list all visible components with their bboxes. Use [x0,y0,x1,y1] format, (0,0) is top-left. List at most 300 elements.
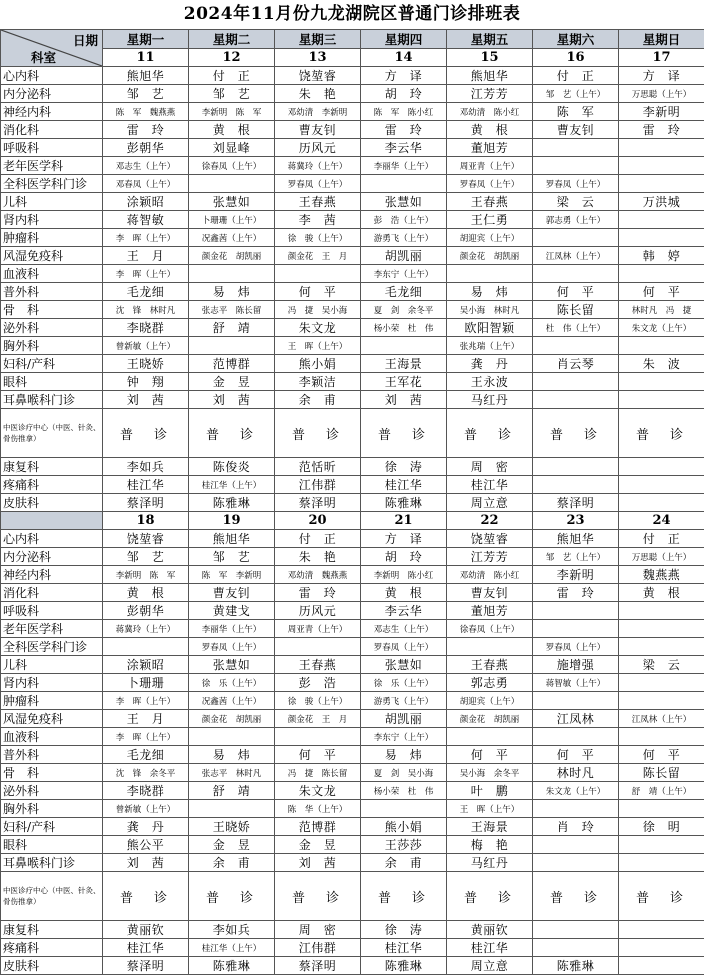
schedule-cell [533,229,619,247]
schedule-cell: 邓志生（上午） [103,157,189,175]
schedule-cell: 普 诊 [619,409,704,458]
schedule-cell: 游勇飞（上午） [361,692,447,710]
schedule-cell: 陈雅琳 [189,957,275,975]
table-row [1,139,704,157]
schedule-cell [619,854,704,872]
schedule-cell: 付 正 [619,530,704,548]
schedule-cell [275,728,361,746]
dept-name: 耳鼻喉科门诊 [1,854,103,872]
schedule-cell: 王莎莎 [361,836,447,854]
schedule-cell [619,939,704,957]
schedule-cell: 邹 艺（上午） [533,85,619,103]
dept-name: 风湿免疫科 [1,710,103,728]
schedule-cell [533,337,619,355]
schedule-cell: 普 诊 [361,872,447,921]
schedule-cell [533,373,619,391]
schedule-cell: 胡 玲 [361,548,447,566]
schedule-cell: 雷 玲 [103,121,189,139]
schedule-cell: 夏 剑 余冬平 [361,301,447,319]
weekday-header: 星期五 [447,30,533,49]
table-row [1,584,704,602]
dept-name: 皮肤科 [1,494,103,512]
schedule-cell: 黄丽钦 [447,921,533,939]
schedule-cell: 罗春凤（上午） [533,638,619,656]
date-cell: 11 [103,49,189,67]
schedule-cell: 桂江华 [361,939,447,957]
schedule-cell: 普 诊 [189,872,275,921]
schedule-cell: 罗春凤（上午） [533,175,619,193]
schedule-cell: 卜珊珊 [103,674,189,692]
schedule-cell: 熊旭华 [103,67,189,85]
schedule-cell [619,373,704,391]
schedule-cell: 邹 艺 [103,85,189,103]
dept-name: 内分泌科 [1,85,103,103]
schedule-cell: 王春燕 [447,656,533,674]
schedule-cell [619,139,704,157]
schedule-cell: 陈 军 魏燕燕 [103,103,189,121]
schedule-cell: 韩 婷 [619,247,704,265]
schedule-cell [533,602,619,620]
schedule-cell: 罗春凤（上午） [189,638,275,656]
schedule-cell: 范恬昕 [275,458,361,476]
schedule-cell: 胡凯丽 [361,247,447,265]
schedule-cell: 朱 艳 [275,548,361,566]
schedule-cell: 罗春凤（上午） [447,175,533,193]
schedule-cell: 何 平 [533,283,619,301]
schedule-cell: 曾新敏（上午） [103,337,189,355]
dept-name: 康复科 [1,921,103,939]
schedule-cell: 徐 涛 [361,921,447,939]
table-row [1,746,704,764]
schedule-cell: 李云华 [361,139,447,157]
schedule-cell [619,674,704,692]
table-row [1,265,704,283]
schedule-cell [619,211,704,229]
schedule-cell: 黄建戈 [189,602,275,620]
table-row [1,301,704,319]
schedule-cell: 邹 艺 [103,548,189,566]
schedule-cell: 林时凡 冯 捷 [619,301,704,319]
schedule-cell: 桂江华 [361,476,447,494]
schedule-cell: 周亚青（上午） [447,157,533,175]
schedule-cell: 付 正 [533,67,619,85]
dept-name: 心内科 [1,530,103,548]
schedule-table [0,29,704,975]
schedule-cell: 黄 根 [619,584,704,602]
schedule-cell: 张兆瑞（上午） [447,337,533,355]
schedule-cell [619,476,704,494]
schedule-cell: 蒋智敏 [103,211,189,229]
schedule-cell: 杜 伟（上午） [533,319,619,337]
schedule-cell: 邓幼清 魏燕燕 [275,566,361,584]
dept-name: 泌外科 [1,319,103,337]
schedule-cell: 李新明 [619,103,704,121]
schedule-cell: 徐 明 [619,818,704,836]
schedule-cell: 何 平 [619,746,704,764]
schedule-cell: 蔡泽明 [103,957,189,975]
schedule-cell: 万思聪（上午） [619,548,704,566]
schedule-cell: 冯 捷 吴小海 [275,301,361,319]
dept-name: 泌外科 [1,782,103,800]
schedule-cell: 范博群 [189,355,275,373]
table-row [1,355,704,373]
schedule-cell: 熊公平 [103,836,189,854]
schedule-cell: 彭 浩 [275,674,361,692]
page-title: 2024年11月份九龙湖院区普通门诊排班表 [0,0,704,29]
schedule-cell: 黄 根 [103,584,189,602]
schedule-cell [189,800,275,818]
schedule-cell: 朱文龙 [275,782,361,800]
schedule-cell: 普 诊 [275,409,361,458]
schedule-cell [619,836,704,854]
table-row [1,638,704,656]
schedule-cell: 梅 艳 [447,836,533,854]
table-row [1,764,704,782]
schedule-cell: 龚 丹 [447,355,533,373]
schedule-cell [619,175,704,193]
schedule-cell: 方 译 [619,67,704,85]
schedule-cell: 邓幼清 陈小红 [447,566,533,584]
schedule-cell: 桂江华 [447,476,533,494]
schedule-cell: 朱 波 [619,355,704,373]
schedule-cell: 普 诊 [103,872,189,921]
schedule-cell [619,620,704,638]
schedule-cell: 王海景 [447,818,533,836]
schedule-cell: 余 甫 [189,854,275,872]
schedule-cell: 徐 乐（上午） [361,674,447,692]
schedule-cell [619,957,704,975]
schedule-cell: 况鑫茜（上午） [189,229,275,247]
weekday-header: 星期三 [275,30,361,49]
schedule-cell: 朱 艳 [275,85,361,103]
schedule-cell: 王 月 [103,710,189,728]
schedule-cell: 涂颖昭 [103,656,189,674]
schedule-cell: 李如兵 [189,921,275,939]
schedule-cell: 陈 军 李新明 [189,566,275,584]
schedule-cell: 桂江华 [447,939,533,957]
dept-name: 全科医学科门诊 [1,175,103,193]
schedule-cell: 徐春凤（上午） [189,157,275,175]
schedule-cell [533,921,619,939]
schedule-cell: 陈 军 [533,103,619,121]
table-row [1,782,704,800]
schedule-cell: 周立意 [447,494,533,512]
schedule-cell [533,939,619,957]
schedule-cell: 江凤林 [533,710,619,728]
date-row-blank [1,512,103,530]
schedule-cell: 陈 军 陈小红 [361,103,447,121]
schedule-cell [533,854,619,872]
table-row [1,854,704,872]
schedule-cell: 董旭芳 [447,139,533,157]
schedule-cell: 邹 艺（上午） [533,548,619,566]
schedule-cell: 王军花 [361,373,447,391]
schedule-cell: 李新明 [533,566,619,584]
schedule-cell: 陈 华（上午） [275,800,361,818]
schedule-cell: 刘 茜 [361,391,447,409]
schedule-cell: 刘 茜 [103,854,189,872]
schedule-cell: 万洪城 [619,193,704,211]
schedule-cell: 曹友钊 [189,584,275,602]
schedule-cell [619,229,704,247]
dept-name: 内分泌科 [1,548,103,566]
schedule-cell: 邓幼清 李新明 [275,103,361,121]
schedule-cell: 罗春凤（上午） [361,638,447,656]
schedule-cell: 王仁勇 [447,211,533,229]
schedule-cell: 蔡泽明 [275,957,361,975]
dept-name: 呼吸科 [1,602,103,620]
schedule-cell: 桂江华（上午） [189,476,275,494]
schedule-cell: 朱文龙（上午） [619,319,704,337]
table-row [1,710,704,728]
schedule-cell: 方 译 [361,530,447,548]
table-row [1,494,704,512]
date-cell: 12 [189,49,275,67]
schedule-cell: 舒 靖（上午） [619,782,704,800]
schedule-cell: 张慧如 [189,656,275,674]
schedule-cell [533,458,619,476]
table-row [1,921,704,939]
dept-name: 血液科 [1,728,103,746]
schedule-cell: 余 甫 [275,391,361,409]
dept-name: 肿瘤科 [1,229,103,247]
date-cell: 16 [533,49,619,67]
table-row [1,211,704,229]
schedule-cell [533,728,619,746]
weekday-header: 星期二 [189,30,275,49]
date-cell: 23 [533,512,619,530]
dept-name: 全科医学科门诊 [1,638,103,656]
schedule-cell: 曹友钊 [533,121,619,139]
schedule-cell: 付 正 [189,67,275,85]
schedule-cell [447,728,533,746]
schedule-cell: 蔡泽明 [533,494,619,512]
schedule-cell: 邹 艺 [189,548,275,566]
dept-name: 呼吸科 [1,139,103,157]
schedule-cell: 黄丽钦 [103,921,189,939]
table-row [1,337,704,355]
schedule-cell: 李 晖（上午） [103,692,189,710]
schedule-cell: 普 诊 [533,409,619,458]
schedule-cell: 颜金花 王 月 [275,247,361,265]
table-row [1,229,704,247]
schedule-cell: 雷 玲 [361,121,447,139]
schedule-cell [189,728,275,746]
weekday-header: 星期一 [103,30,189,49]
table-row [1,247,704,265]
schedule-cell: 万思聪（上午） [619,85,704,103]
schedule-cell [533,800,619,818]
dept-name: 眼科 [1,373,103,391]
schedule-cell: 李 晖（上午） [103,728,189,746]
schedule-cell: 普 诊 [103,409,189,458]
schedule-cell: 李新明 陈小红 [361,566,447,584]
dept-name: 老年医学科 [1,620,103,638]
schedule-cell [619,337,704,355]
schedule-cell: 江伟群 [275,476,361,494]
schedule-cell: 舒 靖 [189,782,275,800]
schedule-cell: 陈雅琳 [533,957,619,975]
schedule-cell: 李东宁（上午） [361,265,447,283]
dept-name: 康复科 [1,458,103,476]
schedule-cell [275,638,361,656]
dept-name: 胸外科 [1,800,103,818]
schedule-cell: 罗春凤（上午） [275,175,361,193]
schedule-cell: 刘 茜 [275,854,361,872]
date-cell: 21 [361,512,447,530]
schedule-cell: 陈长留 [619,764,704,782]
schedule-cell: 方 译 [361,67,447,85]
table-row [1,85,704,103]
dept-name: 骨 科 [1,301,103,319]
schedule-cell: 李东宁（上午） [361,728,447,746]
schedule-cell: 熊旭华 [189,530,275,548]
schedule-cell [619,458,704,476]
schedule-cell: 施增强 [533,656,619,674]
table-row [1,175,704,193]
schedule-cell: 陈雅琳 [189,494,275,512]
date-row [1,512,704,530]
schedule-cell: 金 昱 [275,836,361,854]
schedule-cell: 杨小荣 杜 伟 [361,319,447,337]
date-cell: 15 [447,49,533,67]
schedule-cell: 邹 艺 [189,85,275,103]
schedule-cell: 曹友钊 [447,584,533,602]
schedule-cell: 胡 玲 [361,85,447,103]
schedule-cell: 徐 骏（上午） [275,692,361,710]
schedule-cell [619,728,704,746]
schedule-cell: 李晓群 [103,319,189,337]
date-cell: 13 [275,49,361,67]
schedule-cell: 沈 锋 余冬平 [103,764,189,782]
schedule-cell: 易 炜 [189,283,275,301]
schedule-cell: 江芳芳 [447,85,533,103]
schedule-cell: 何 平 [533,746,619,764]
schedule-cell: 蒋冀玲（上午） [103,620,189,638]
schedule-cell: 陈俊炎 [189,458,275,476]
schedule-cell [619,265,704,283]
table-row [1,656,704,674]
schedule-cell: 何 平 [275,746,361,764]
schedule-cell [533,265,619,283]
schedule-cell: 张慧如 [361,193,447,211]
schedule-cell: 付 正 [275,530,361,548]
schedule-cell: 朱文龙（上午） [533,782,619,800]
schedule-cell: 普 诊 [361,409,447,458]
schedule-cell: 彭朝华 [103,139,189,157]
table-row [1,530,704,548]
schedule-cell: 陈长留 [533,301,619,319]
date-cell: 22 [447,512,533,530]
date-dept-header-cell [1,30,103,67]
table-row [1,157,704,175]
schedule-cell: 邓春凤（上午） [103,175,189,193]
dept-name: 中医诊疗中心（中医、针灸、骨伤推拿） [1,409,103,458]
schedule-cell: 普 诊 [447,409,533,458]
schedule-cell [619,391,704,409]
dept-name: 肿瘤科 [1,692,103,710]
schedule-cell [619,157,704,175]
schedule-cell: 李 晖（上午） [103,229,189,247]
schedule-cell: 徐 骏（上午） [275,229,361,247]
schedule-cell [361,175,447,193]
schedule-cell [533,620,619,638]
schedule-cell [533,692,619,710]
date-cell: 14 [361,49,447,67]
schedule-cell: 欧阳智颖 [447,319,533,337]
schedule-cell [619,692,704,710]
schedule-cell [189,265,275,283]
schedule-cell: 何 平 [447,746,533,764]
schedule-cell: 梁 云 [533,193,619,211]
schedule-cell [361,337,447,355]
schedule-cell: 江伟群 [275,939,361,957]
schedule-cell: 马红丹 [447,391,533,409]
schedule-cell: 杨小荣 杜 伟 [361,782,447,800]
weekday-header-row [1,30,704,49]
schedule-cell: 易 炜 [447,283,533,301]
schedule-cell: 普 诊 [275,872,361,921]
table-row [1,728,704,746]
schedule-cell: 普 诊 [189,409,275,458]
dept-name: 消化科 [1,584,103,602]
dept-name: 肾内科 [1,211,103,229]
schedule-cell: 毛龙细 [361,283,447,301]
schedule-cell: 马红丹 [447,854,533,872]
schedule-cell: 桂江华（上午） [189,939,275,957]
table-row [1,319,704,337]
schedule-cell: 范博群 [275,818,361,836]
table-row [1,476,704,494]
schedule-cell: 历风元 [275,602,361,620]
dept-name: 血液科 [1,265,103,283]
schedule-cell: 徐 涛 [361,458,447,476]
schedule-cell: 李 晖（上午） [103,265,189,283]
schedule-cell: 饶堃睿 [275,67,361,85]
schedule-cell: 曾新敏（上午） [103,800,189,818]
schedule-cell: 蔡泽明 [103,494,189,512]
schedule-cell [361,800,447,818]
schedule-cell: 桂江华 [103,939,189,957]
schedule-cell: 郭志勇 [447,674,533,692]
schedule-cell: 邓幼清 陈小红 [447,103,533,121]
dept-name: 神经内科 [1,566,103,584]
schedule-cell: 陈雅琳 [361,494,447,512]
schedule-cell: 叶 鹏 [447,782,533,800]
dept-name: 儿科 [1,193,103,211]
table-row [1,836,704,854]
schedule-cell: 刘显峰 [189,139,275,157]
schedule-cell: 熊小娟 [275,355,361,373]
schedule-cell: 蔡泽明 [275,494,361,512]
schedule-cell: 易 炜 [189,746,275,764]
dept-name: 疼痛科 [1,939,103,957]
schedule-cell: 颜金花 胡凯丽 [447,710,533,728]
schedule-cell: 易 炜 [361,746,447,764]
schedule-cell: 饶堃睿 [103,530,189,548]
table-row [1,67,704,85]
schedule-cell: 普 诊 [533,872,619,921]
table-row [1,674,704,692]
schedule-cell: 沈 锋 林时凡 [103,301,189,319]
schedule-cell: 张志平 林时凡 [189,764,275,782]
table-row [1,103,704,121]
table-row [1,602,704,620]
dept-name: 肾内科 [1,674,103,692]
schedule-cell: 龚 丹 [103,818,189,836]
schedule-cell: 王春燕 [275,656,361,674]
schedule-cell [619,602,704,620]
